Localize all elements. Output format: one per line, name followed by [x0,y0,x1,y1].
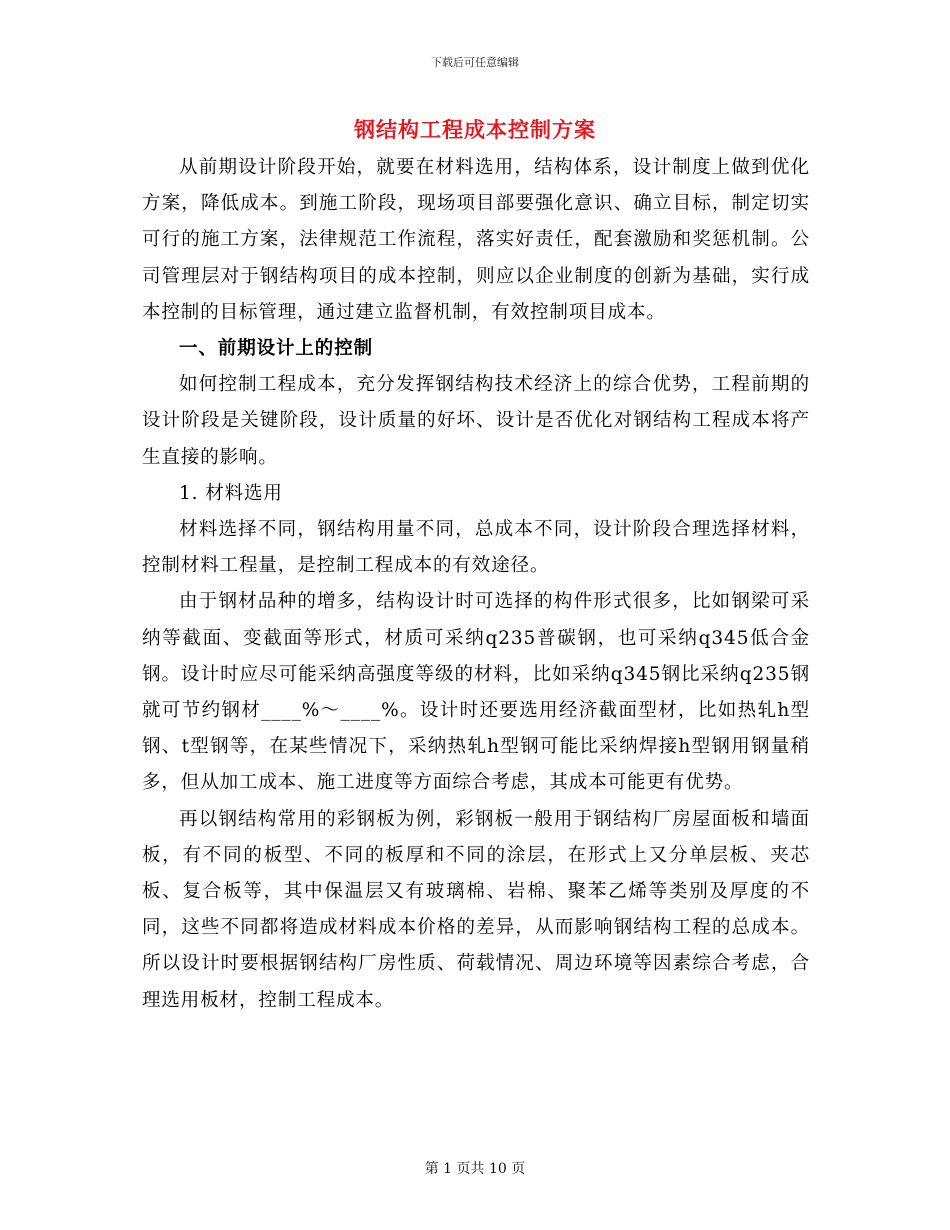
page-header: 下载后可任意编辑 [431,56,519,69]
subsection-heading-1: 1. 材料选用 [179,482,283,504]
paragraph-color-steel-plate: 再以钢结构常用的彩钢板为例，彩钢板一般用于钢结构厂房屋面板和墙面板，有不同的板型、不同的板厚和不同的涂层，在形式上又分单层板、夹芯板、复合板等，其中保温层又有玻璃棉、岩棉、聚苯乙烯等类别及厚度的不同，这些不同都将造成材料成本价格的差异，从而影响钢结构工程的总成本。所以设计时要根据钢结构厂房性质、荷载情况、周边环境等因素综合考虑，合理选用板材，控制工程成本。 [142,808,810,1011]
document-body [142,150,810,1019]
paragraph-intro: 从前期设计阶段开始，就要在材料选用，结构体系，设计制度上做到优化方案，降低成本。到施工阶段，现场项目部要强化意识、确立目标，制定切实可行的施工方案，法律规范工作流程，落实好责任，配套激励和奖惩机制。公司管理层对于钢结构项目的成本控制，则应以企业制度的创新为基础，实行成本控制的目标管理，通过建立监督机制，有效控制项目成本。 [142,157,810,323]
paragraph-steel-grades: 由于钢材品种的增多，结构设计时可选择的构件形式很多，比如钢梁可采纳等截面、变截面等形式，材质可采纳q235普碳钢，也可采纳q345低合金钢。设计时应尽可能采纳高强度等级的材料，比如采纳q345钢比采纳q235钢就可节约钢材____%～____%。设计时还要选用经济截面型材，比如热轧h型钢、t型钢等，在某些情况下，采纳热轧h型钢可能比采纳焊接h型钢用钢量稍多，但从加工成本、施工进度等方面综合考虑，其成本可能更有优势。 [142,591,810,794]
paragraph-material-choice: 材料选择不同，钢结构用量不同，总成本不同，设计阶段合理选择材料，控制材料工程量，是控制工程成本的有效途径。 [142,519,810,577]
section-heading-1: 一、前期设计上的控制 [179,338,374,360]
paragraph-design-importance: 如何控制工程成本，充分发挥钢结构技术经济上的综合优势，工程前期的设计阶段是关键阶段，设计质量的好坏、设计是否优化对钢结构工程成本将产生直接的影响。 [142,374,810,468]
page-number: 第 1 页共 10 页 [424,1161,526,1177]
document-title: 钢结构工程成本控制方案 [354,117,596,142]
